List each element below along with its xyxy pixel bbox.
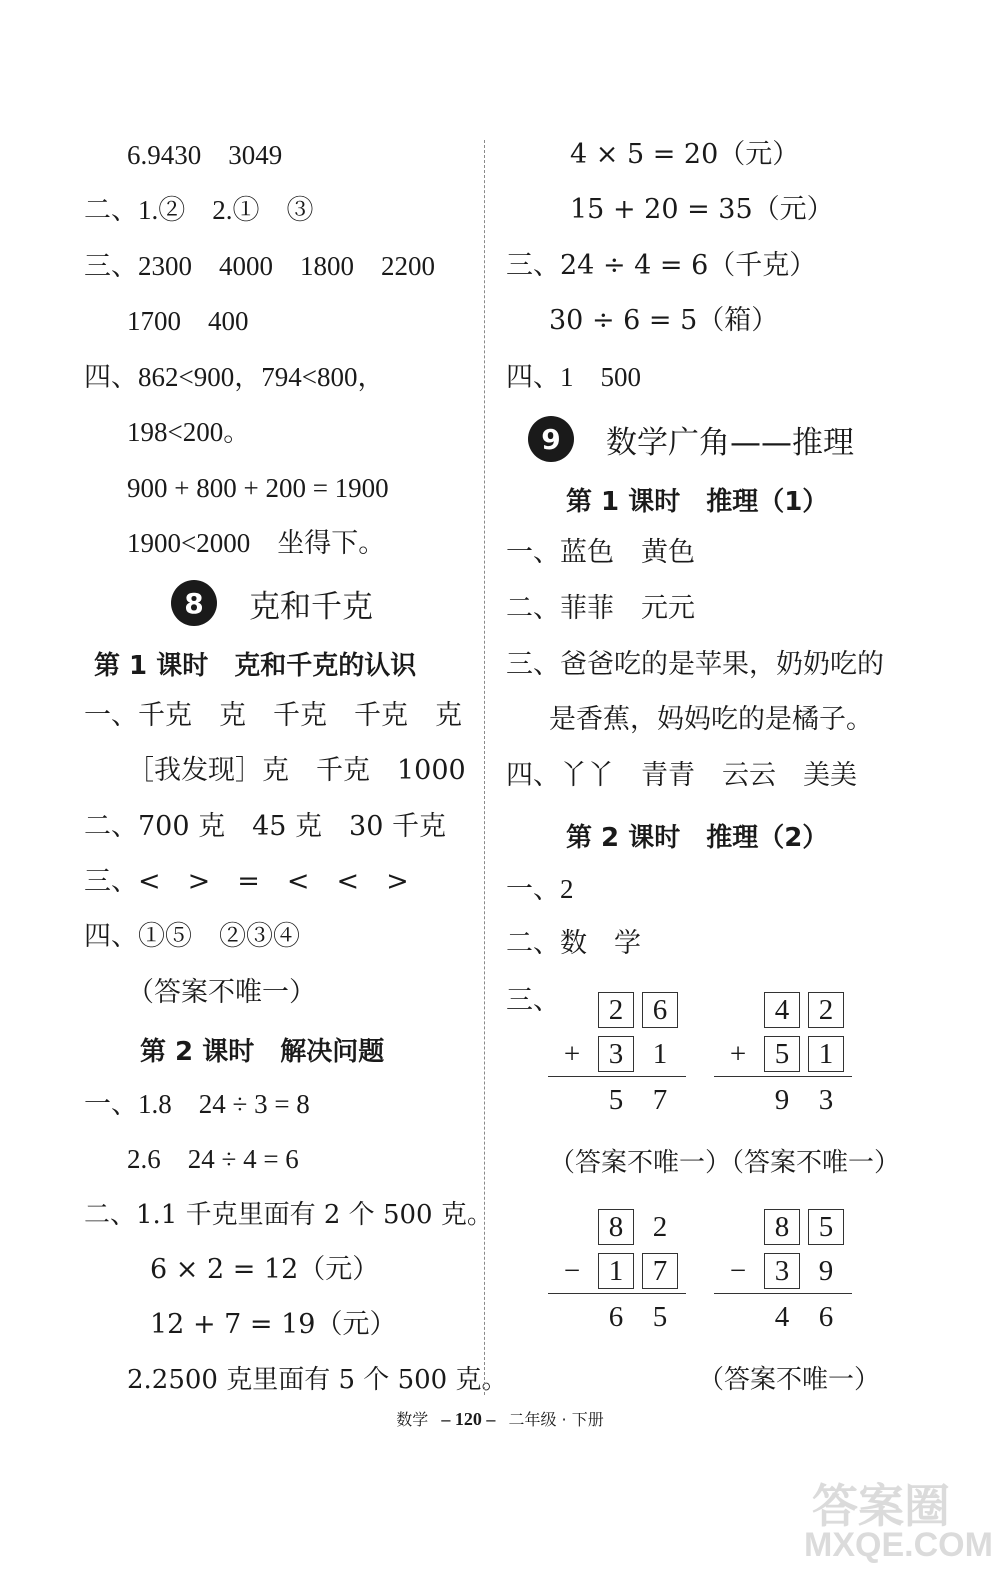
answer-line: 三、< > = < < > — [84, 866, 409, 897]
answer-line: 一、千克 克 千克 千克 克 — [84, 700, 462, 731]
answer-line: 198<200。 — [127, 417, 251, 447]
lesson-heading: 第 2 课时 推理（2） — [566, 823, 829, 853]
answer-line: 二、菲菲 元元 — [506, 593, 695, 624]
answer-line: 四、①⑤ ②③④ — [84, 921, 300, 952]
digit-box: 8 — [764, 1209, 800, 1245]
answer-line: 三、2300 4000 1800 2200 — [84, 251, 435, 281]
answer-line: 900 + 800 + 200 = 1900 — [127, 473, 389, 503]
answer-line: 二、700 克 45 克 30 千克 — [84, 811, 446, 842]
vertical-subtraction — [548, 1209, 688, 1339]
digit-box: 4 — [764, 992, 800, 1028]
digit: 4 — [774, 1300, 790, 1333]
digit: 6 — [608, 1300, 624, 1333]
note-line: （答案不唯一） — [698, 1365, 881, 1395]
digit: 1 — [652, 1037, 668, 1070]
answer-line: 三、 — [506, 985, 560, 1016]
vertical-addition — [548, 992, 688, 1122]
answer-line: 二、数 学 — [506, 928, 641, 959]
digit-box: 1 — [598, 1253, 634, 1289]
footer-subject: 数学 — [396, 1410, 429, 1429]
answer-line: 三、24 ÷ 4 = 6（千克） — [506, 250, 817, 281]
answer-line: 2.6 24 ÷ 4 = 6 — [127, 1144, 299, 1174]
digit-box: 7 — [642, 1253, 678, 1289]
operator-sign: + — [563, 1037, 581, 1070]
page-footer — [0, 1407, 1000, 1430]
answer-line: 是香蕉，妈妈吃的是橘子。 — [549, 704, 873, 735]
difference-rule — [714, 1293, 852, 1294]
answer-line: 四、丫丫 青青 云云 美美 — [506, 760, 857, 791]
footer-grade: 二年级 · 下册 — [508, 1410, 604, 1429]
vertical-addition — [714, 992, 854, 1122]
answer-line: 三、爸爸吃的是苹果，奶奶吃的 — [506, 649, 884, 680]
section-title: 数学广角——推理 — [606, 424, 854, 461]
answer-line: 15 + 20 = 35（元） — [570, 194, 834, 225]
lesson-heading: 第 1 课时 推理（1） — [566, 487, 829, 517]
digit-box: 2 — [808, 992, 844, 1028]
answer-line: 四、1 500 — [506, 362, 641, 392]
answer-line: 一、1.8 24 ÷ 3 = 8 — [84, 1089, 310, 1119]
answer-line: 1700 400 — [127, 306, 249, 336]
digit-box: 3 — [598, 1036, 634, 1072]
operator-sign: − — [563, 1254, 581, 1287]
digit-box: 5 — [808, 1209, 844, 1245]
section-8-heading — [171, 580, 373, 626]
digit: 7 — [652, 1083, 668, 1116]
section-title: 克和千克 — [249, 588, 373, 625]
digit-box: 8 — [598, 1209, 634, 1245]
digit: 5 — [652, 1300, 668, 1333]
watermark-url: MXQE.COM — [804, 1526, 993, 1564]
note-line: （答案不唯一）（答案不唯一） — [549, 1148, 901, 1178]
answer-line: 6 × 2 = 12（元） — [150, 1254, 380, 1285]
sum-rule — [714, 1076, 852, 1077]
answer-line: 30 ÷ 6 = 5（箱） — [549, 305, 779, 336]
answer-line: 1900<2000 坐得下。 — [127, 528, 386, 558]
digit: 2 — [652, 1210, 668, 1243]
answer-line: 2.2500 克里面有 5 个 500 克。 — [127, 1365, 508, 1395]
answer-line: 四、862<900，794<800， — [84, 362, 385, 392]
answer-line: 4 × 5 = 20（元） — [570, 139, 800, 170]
digit: 9 — [818, 1254, 834, 1287]
digit: 3 — [818, 1083, 834, 1116]
digit: 6 — [818, 1300, 834, 1333]
page-number: – 120 – — [441, 1409, 496, 1429]
answer-line: 一、2 — [506, 874, 574, 904]
answer-line: 6.9430 3049 — [127, 140, 283, 170]
digit-box: 2 — [598, 992, 634, 1028]
digit: 9 — [774, 1083, 790, 1116]
digit-box: 6 — [642, 992, 678, 1028]
sum-rule — [548, 1076, 686, 1077]
section-number-badge: 9 — [528, 416, 574, 462]
digit-box: 1 — [808, 1036, 844, 1072]
lesson-heading: 第 1 课时 克和千克的认识 — [94, 651, 417, 681]
digit-box: 5 — [764, 1036, 800, 1072]
answer-line: 二、1.1 千克里面有 2 个 500 克。 — [84, 1200, 493, 1230]
answer-line: 一、蓝色 黄色 — [506, 537, 695, 568]
operator-sign: − — [729, 1254, 747, 1287]
digit: 5 — [608, 1083, 624, 1116]
lesson-heading: 第 2 课时 解决问题 — [140, 1037, 385, 1067]
answer-line: 二、1.② 2.① ③ — [84, 195, 314, 225]
watermark-logo — [802, 1470, 993, 1570]
watermark-title: 答案圈 — [812, 1480, 950, 1532]
operator-sign: + — [729, 1037, 747, 1070]
digit-box: 3 — [764, 1253, 800, 1289]
difference-rule — [548, 1293, 686, 1294]
answer-line: （答案不唯一） — [127, 977, 316, 1008]
section-9-heading — [528, 416, 854, 462]
column-divider — [484, 140, 485, 1395]
section-number-badge: 8 — [171, 580, 217, 626]
vertical-subtraction — [714, 1209, 854, 1339]
answer-line: ［我发现］克 千克 1000 — [127, 755, 466, 786]
answer-line: 12 + 7 = 19（元） — [150, 1309, 397, 1340]
